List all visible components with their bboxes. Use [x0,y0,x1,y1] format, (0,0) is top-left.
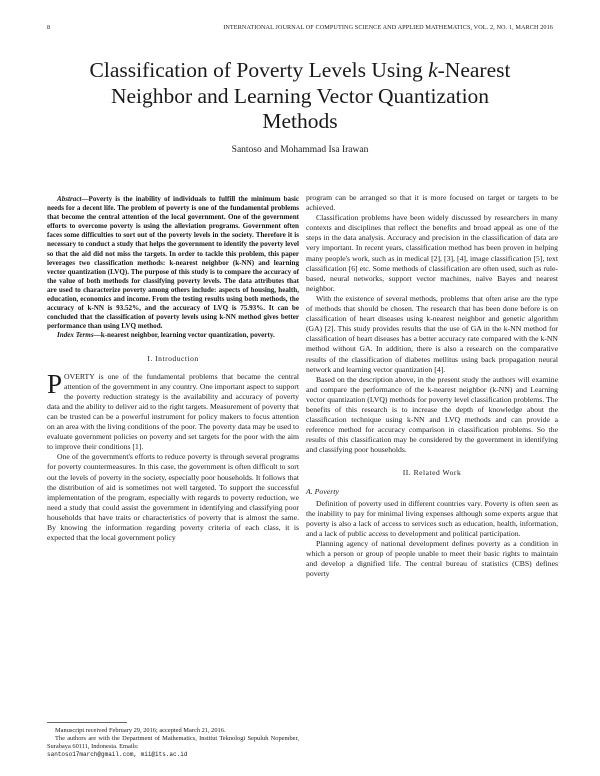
title-line-3: Methods [262,109,338,133]
right-paragraph-0: program can be arranged so that it is more focused on target or targets to be achieved. [306,193,558,213]
intro-paragraph-1: POVERTY is one of the fundamental problems that became the central attention of the government in any country. One important aspect to support the poverty reduction strategy is the availability and accuracy of poverty data and the ability to deliver aid to the right targets. Measurement of poverty that can be trusted can be a powerful instrument for policy makers to focus attention on an area with the living conditions of the poor. The poverty data may be used to evaluate government policies on poverty and set targets for the poor with the aim to improve their conditions [1]. [47,368,299,452]
title-line-1: Classification of Poverty Levels Using k-Nearest [89,58,511,82]
running-head: INTERNATIONAL JOURNAL OF COMPUTING SCIENCE AND APPLIED MATHEMATICS, VOL. 2, NO. 1, MARCH 2016 [223,24,553,31]
right-paragraph-2: With the existence of several methods, problems that often arise are the type of methods that should be chosen. The research that has been done before is on classification of heart diseases using k-nearest neighbor and genetic algorithm (GA) [2]. This study provides results that the use of GA in the k-NN method for classification of heart diseases has a better accuracy rate compared with the k-NN method without GA. In addition, there is also a research on the comparative results of the classification of diabetes mellitus using back propagation neural network and learning vector quantization [4]. [306,293,558,374]
drop-cap: P [47,368,63,399]
title-line-2: Neighbor and Learning Vector Quantization [110,83,490,108]
right-paragraph-1: Classification problems have been widely discussed by researchers in many contexts and disciplines that reflect the benefits and broad appeal as one of the steps in the data analysis. Accuracy and precision in the classification of data are very important. In recent years, classification method has been proven in helping many people's work, such as in medical [2], [3], [4], image classification [5], text classification [6] etc. Some methods of classification are often used, such as rule-based, neural networks, support vector machines, naïve Bayes and nearest neighbor. [306,213,558,293]
footnote-emails: santoso17march@gmail.com, mii@its.ac.id [47,751,188,758]
authors: Santoso and Mohammad Isa Irawan [231,145,369,155]
footnote-affiliation: The authors are with the Department of Mathematics, Institut Teknologi Sepuluh Nopember, Surabaya 60111, Indonesia. Emails: [47,735,299,750]
running-header [47,24,553,34]
index-terms: Index Terms—k-nearest neighbor, learning vector quantization, poverty. [57,331,275,340]
subsection-heading-poverty: A. Poverty [306,486,339,496]
right-column [306,193,558,579]
right-paragraph-3: Based on the description above, in the present study the authors will examine and compare the performance of the k-nearest neighbor (k-NN) and Learning vector quantization (LVQ) methods for poverty level classification problems. The benefits of this research is to increase the depth of knowledge about the classification technique using k-NN and LVQ methods and can provide a reference method for accuracy comparison in classification problems. So the results of this classification may be considered by the government in identifying and classifying poor households. [306,374,558,455]
left-column [47,195,299,543]
right-paragraph-5: Planning agency of national development defines poverty as a condition in which a person or group of people unable to meet their basic rights to maintain and develop a dignified life. The central bureau of statistics (CBS) defines poverty [306,539,558,579]
footnote [47,727,299,759]
footnote-rule [47,722,127,723]
paper-title [40,58,560,135]
section-heading-related-work: II. Related Work [402,468,462,478]
right-paragraph-4: Definition of poverty used in different countries vary. Poverty is often seen as the inability to pay for minimal living expenses although some experts argue that poverty is also a lack of access to services such as education, health, information, and a lack of public access to development and political participation. [306,498,558,538]
section-heading-introduction: I. Introduction [147,353,199,363]
footnote-received: Manuscript received February 29, 2016; accepted March 21, 2016. [55,727,226,734]
page-number: 8 [47,24,51,31]
intro-paragraph-2: One of the government's efforts to reduce poverty is through several programs for poverty countermeasures. In this case, the government is often difficult to sort out the levels of poverty in the society, especially poor households. It follows that the distribution of aid is sometimes not well targeted. To support the successful implementation of the program, especially with regards to poverty reduction, we need a study that could assist the government in identifying and classifying poor households that have traits or characteristics of poverty that is almost the same. By knowing the information regarding poverty criteria of each class, it is expected that the local government policy [47,452,299,543]
abstract: Abstract—Poverty is the inability of individuals to fulfill the minimum basic needs for a decent life. The problem of poverty is one of the fundamental problems that become the central attention of the local government. One of the government efforts to overcome poverty is using the alleviation programs. Government often faces some difficulties to sort out of the poverty levels in the society. Therefore it is necessary to conduct a study that helps the government to identify the poverty level so that the aid did not miss the targets. In order to tackle this problem, this paper leverages two classification methods: k-nearest neighbor (k-NN) and learning vector quantization (LVQ). The purpose of this study is to compare the accuracy of the value of both methods for classifying poverty levels. The data attributes that are used to characterize poverty among others include: aspects of housing, health, education, economics and income. From the testing results using both methods, the accuracy of k-NN is 93.52%, and the accuracy of LVQ is 75.93%. It can be concluded that the classification of poverty levels using k-NN method gives better performance than using LVQ method. [47,195,299,331]
